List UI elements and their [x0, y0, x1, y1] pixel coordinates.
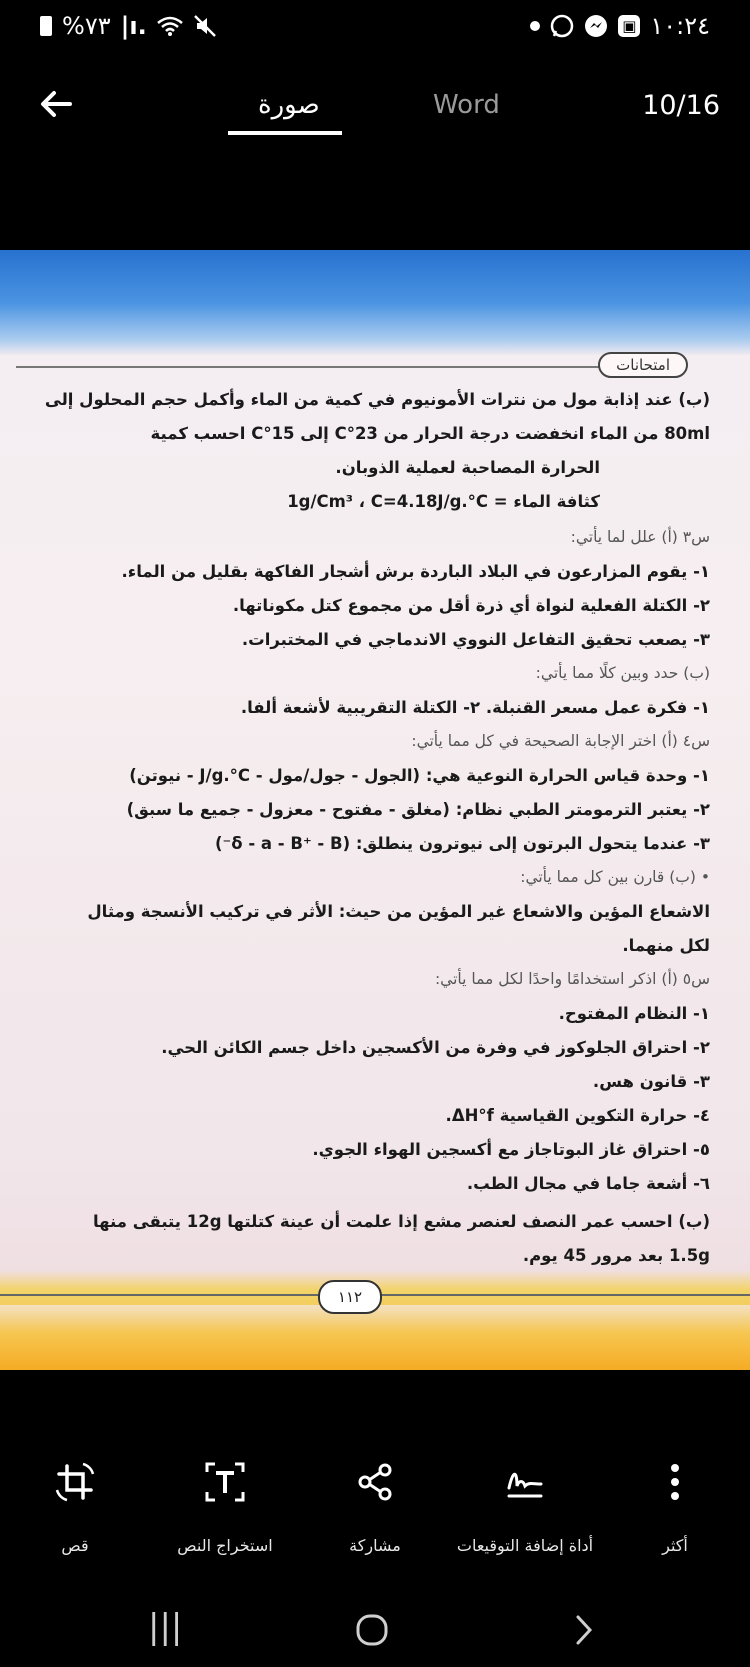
battery-icon — [40, 16, 52, 36]
clock: ١٠:٢٤ — [650, 12, 710, 40]
page-counter: 10/16 — [642, 90, 720, 121]
system-nav-bar — [0, 1595, 750, 1667]
crop-rotate-icon — [53, 1460, 97, 1504]
doc-line: ١- النظام المفتوح. — [558, 1004, 710, 1023]
extract-text-icon — [203, 1460, 247, 1504]
doc-line: • (ب) قارن بين كل مما يأتي: — [520, 868, 710, 886]
doc-line: كثافة الماء = 1g/Cm³ ، C=4.18J/g.°C — [287, 492, 600, 511]
doc-line: س٤ (أ) اختر الإجابة الصحيحة في كل مما يأتي: — [411, 732, 710, 750]
back-nav-icon[interactable] — [572, 1613, 596, 1647]
page-footer-band — [0, 1305, 750, 1370]
tab-image[interactable]: صورة — [258, 90, 320, 120]
doc-line: ٦- أشعة جاما في مجال الطب. — [466, 1174, 710, 1193]
doc-line: لكل منهما. — [622, 936, 710, 955]
more-button[interactable] — [600, 1460, 750, 1555]
extract-text-label: استخراج النص — [177, 1536, 273, 1555]
back-arrow-icon[interactable] — [36, 84, 76, 124]
doc-line: ٤- حرارة التكوين القياسية ΔH°f. — [445, 1106, 710, 1125]
doc-line: الحرارة المصاحبة لعملية الذوبان. — [335, 458, 600, 477]
share-button[interactable] — [300, 1460, 450, 1555]
signature-icon — [503, 1460, 547, 1504]
status-bar — [0, 0, 750, 56]
crop-label: قص — [61, 1536, 89, 1555]
doc-line: ٣- يصعب تحقيق التفاعل النووي الاندماجي في المختبرات. — [241, 630, 710, 649]
crop-button[interactable] — [0, 1460, 150, 1555]
bottom-toolbar — [0, 1460, 750, 1570]
extract-text-button[interactable] — [150, 1460, 300, 1555]
recent-apps-icon[interactable]: ||| — [148, 1607, 183, 1647]
page-header-band — [0, 250, 750, 355]
gallery-icon: ▣ — [618, 15, 640, 37]
messenger-icon — [584, 14, 608, 38]
active-tab-indicator — [228, 131, 342, 135]
share-icon — [353, 1460, 397, 1504]
doc-line: (ب) عند إذابة مول من نترات الأمونيوم في كمية من الماء وأكمل حجم المحلول إلى — [44, 390, 710, 409]
doc-line: ١- وحدة قياس الحرارة النوعية هي: (الجول - جول/مول - J/g.°C - نيوتن) — [129, 766, 710, 785]
doc-line: ٢- يعتبر الترمومتر الطبي نظام: (مغلق - مفتوح - معزول - جميع ما سبق) — [126, 800, 710, 819]
doc-line: ٢- الكتلة الفعلية لنواة أي ذرة أقل من مجموع كتل مكوناتها. — [232, 596, 710, 615]
mute-icon — [193, 14, 217, 38]
doc-line: (ب) احسب عمر النصف لعنصر مشع إذا علمت أن عينة كتلتها 12g يتبقى منها — [92, 1212, 710, 1231]
doc-line: س٣ (أ) علل لما يأتي: — [570, 528, 710, 546]
page-number: ١١٢ — [318, 1280, 382, 1314]
doc-line: س٥ (أ) اذكر استخدامًا واحدًا لكل مما يأتي: — [434, 970, 710, 988]
doc-line: ١- فكرة عمل مسعر القنبلة. ٢- الكتلة التقريبية لأشعة ألفا. — [240, 698, 710, 717]
doc-line: 80ml من الماء انخفضت درجة الحرار من 23°C إلى 15°C احسب كمية — [150, 424, 710, 443]
share-label: مشاركة — [349, 1536, 401, 1555]
signature-tool-button[interactable] — [450, 1460, 600, 1555]
header-divider — [16, 366, 672, 368]
viewer-header — [0, 60, 750, 150]
more-label: أكثر — [662, 1536, 688, 1555]
doc-line: (ب) حدد وبين كلًا مما يأتي: — [535, 664, 710, 682]
doc-line: ٣- قانون هس. — [592, 1072, 710, 1091]
doc-line: ٥- احتراق غاز البوتاجاز مع أكسجين الهواء الجوي. — [312, 1140, 710, 1159]
signature-tool-label: أداة إضافة التوقيعات — [456, 1536, 594, 1555]
doc-line: 1.5g بعد مرور 45 يوم. — [522, 1246, 710, 1265]
wifi-icon — [157, 15, 183, 37]
whatsapp-icon — [550, 14, 574, 38]
battery-level: %٧٣ — [62, 12, 111, 40]
home-icon[interactable] — [355, 1613, 389, 1647]
tab-word[interactable]: Word — [433, 90, 500, 120]
doc-line: ٢- احتراق الجلوكوز في وفرة من الأكسجين داخل جسم الكائن الحي. — [161, 1038, 710, 1057]
doc-line: ١- يقوم المزارعون في البلاد الباردة برش أشجار الفاكهة بقليل من الماء. — [121, 562, 710, 581]
doc-line: الاشعاع المؤين والاشعاع غير المؤين من حيث: الأثر في تركيب الأنسجة ومثال — [87, 902, 710, 921]
doc-line: ٣- عندما يتحول البرتون إلى نيوترون ينطلق: (δ - a - B⁺ - B⁻) — [214, 834, 710, 853]
notification-dot-icon — [530, 21, 540, 31]
more-vertical-icon — [653, 1460, 697, 1504]
exams-badge: امتحانات — [598, 352, 688, 378]
signal-icon: |ı. — [120, 12, 147, 40]
document-image[interactable] — [0, 250, 750, 1370]
